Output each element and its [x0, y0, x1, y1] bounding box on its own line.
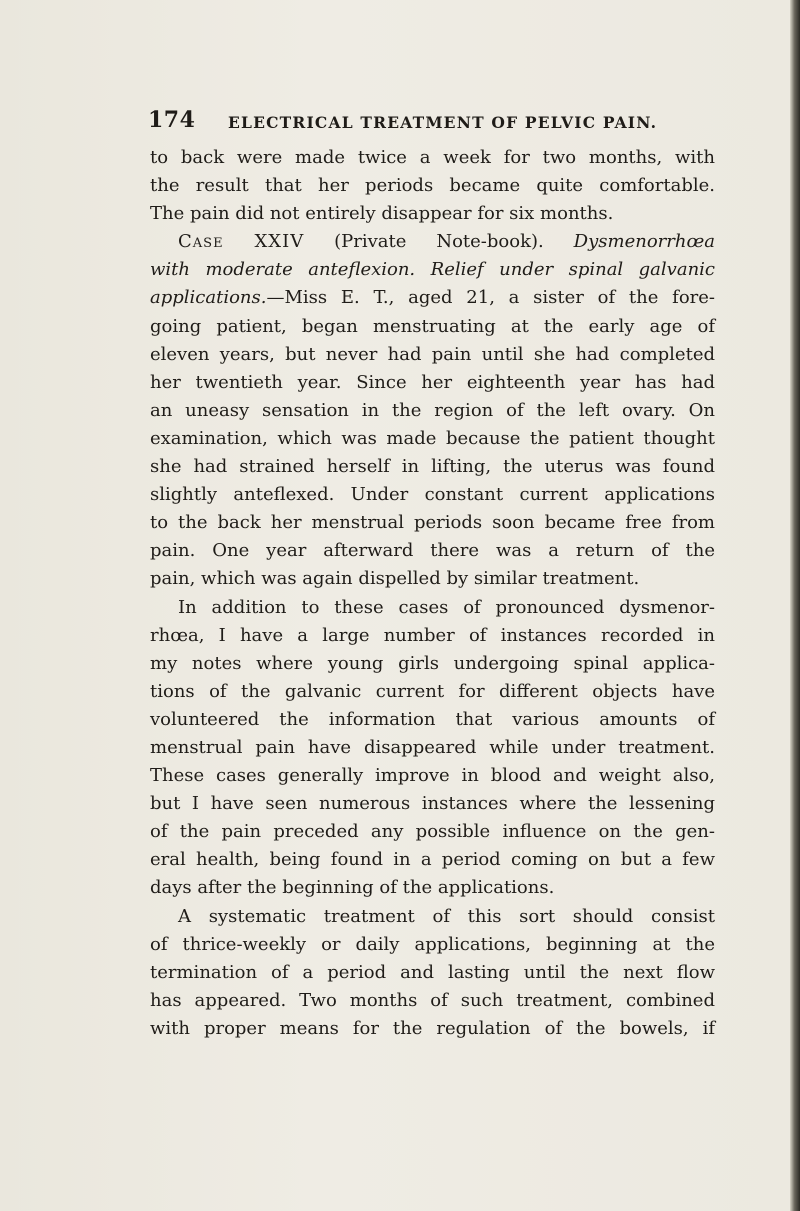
case-source: (Private Note-book).: [334, 231, 544, 253]
text-line: menstrual pain have disappeared while under treatment.: [150, 736, 715, 758]
text-line: eral health, being found in a period coming on but a few: [150, 849, 715, 871]
text-line: pain. One year afterward there was a return of the: [150, 540, 715, 562]
text-line: days after the beginning of the applications.: [150, 877, 555, 899]
case-text: —Miss E. T., aged 21, a sister of the fore-: [266, 287, 715, 309]
case-title-line: [150, 256, 715, 284]
text-line: rhœa, I have a large number of instances recorded in: [150, 624, 715, 646]
text-line: my notes where young girls undergoing spinal applica-: [150, 652, 715, 674]
page-header: [148, 107, 668, 137]
text-line: slightly anteflexed. Under constant current applications: [150, 484, 715, 506]
case-label: Case XXIV: [178, 231, 305, 253]
text-line: pain, which was again dispelled by similar treatment.: [150, 568, 640, 590]
text-line: with proper means for the regulation of the bowels, if: [150, 1017, 715, 1039]
text-line: she had strained herself in lifting, the uterus was found: [150, 456, 715, 478]
text-line: volunteered the information that various amounts of: [150, 708, 715, 730]
text-line: the result that her periods became quite comfortable.: [150, 175, 715, 197]
text-line: going patient, began menstruating at the early age of: [150, 315, 715, 337]
text-line: [150, 284, 715, 312]
text-line: to the back her menstrual periods soon became free from: [150, 512, 715, 534]
text-line: These cases generally improve in blood and weight also,: [150, 765, 715, 787]
text-line: has appeared. Two months of such treatment, combined: [150, 989, 715, 1011]
text-line: A systematic treatment of this sort should consist: [178, 905, 715, 927]
case-heading-line: [150, 228, 715, 256]
case-title: Relief under spinal galvanic: [430, 259, 716, 281]
text-line: The pain did not entirely disappear for six months.: [150, 203, 614, 225]
text-line: to back were made twice a week for two months, with: [150, 147, 715, 168]
text-line: termination of a period and lasting until the next flow: [150, 961, 715, 983]
case-title: with moderate anteflexion.: [150, 259, 416, 281]
text-line: but I have seen numerous instances where the lessening: [150, 793, 715, 815]
text-line: an uneasy sensation in the region of the left ovary. On: [150, 399, 715, 421]
text-line: In addition to these cases of pronounced dysmenor-: [178, 596, 715, 618]
text-line: her twentieth year. Since her eighteenth year has had: [150, 371, 715, 393]
case-title: Dysmenorrhœa: [573, 231, 715, 253]
page-edge-shadow: [790, 0, 800, 1211]
running-head: ELECTRICAL TREATMENT OF PELVIC PAIN.: [228, 113, 658, 132]
page-number: 174: [148, 107, 196, 133]
text-line: of the pain preceded any possible influence on the gen-: [150, 821, 715, 843]
text-line: eleven years, but never had pain until she had completed: [150, 343, 715, 365]
text-line: of thrice-weekly or daily applications, beginning at the: [150, 933, 715, 955]
text-line: examination, which was made because the patient thought: [150, 427, 715, 449]
case-title: applications.: [150, 287, 267, 309]
body-text: [150, 144, 715, 1043]
text-line: tions of the galvanic current for different objects have: [150, 680, 715, 702]
